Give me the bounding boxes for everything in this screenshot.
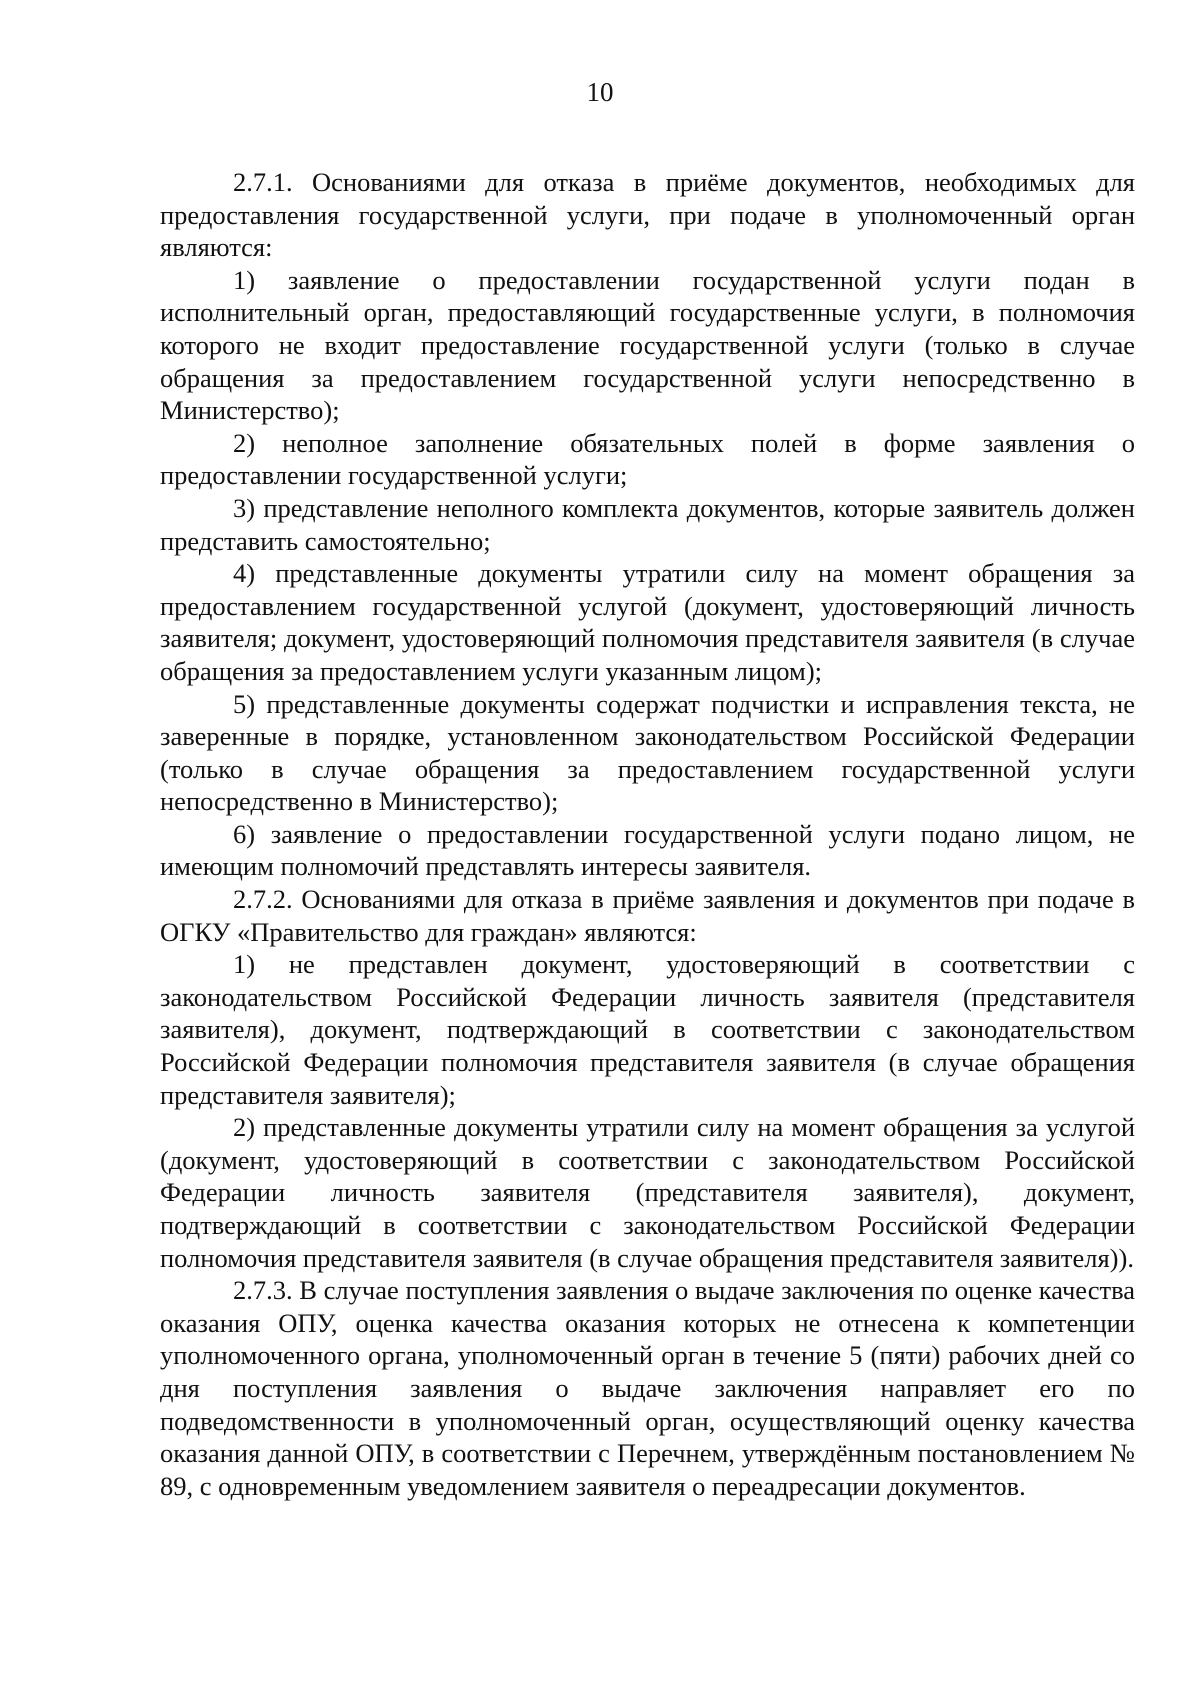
paragraph-2-7-2: 2.7.2. Основаниями для отказа в приёме заявления и документов при подаче в ОГКУ «Правительство для граждан» являются: <box>160 884 1135 947</box>
document-body <box>160 166 1135 1502</box>
list-item-2-7-1-1: 1) заявление о предоставлении государственной услуги подан в исполнительный орган, предоставляющий государственные услуги, в полномочия которого не входит предоставление государственной услуги (только в случае обращения за предоставлением государственной услуги непосредственно в Министерство); <box>160 264 1135 426</box>
list-item-2-7-2-2: 2) представленные документы утратили силу на момент обращения за услугой (документ, удостоверяющий в соответствии с законодательством Российской Федерации личность заявителя (представителя заявителя), документ, подтверждающий в соответствии с законодательством Российской Федерации полномочия представителя заявителя (в случае обращения представителя заявителя)). <box>160 1112 1135 1273</box>
page-number: 10 <box>586 77 614 107</box>
list-item-2-7-1-3: 3) представление неполного комплекта документов, которые заявитель должен представить самостоятельно; <box>160 492 1135 556</box>
list-item-2-7-2-1: 1) не представлен документ, удостоверяющий в соответствии с законодательством Российской Федерации личность заявителя (представителя заявителя), документ, подтверждающий в соответствии с законодательством Российской Федерации полномочия представителя заявителя (в случае обращения представителя заявителя); <box>160 949 1135 1110</box>
paragraph-2-7-1: 2.7.1. Основаниями для отказа в приёме документов, необходимых для предоставления государственной услуги, при подаче в уполномоченный орган являются: <box>160 167 1135 263</box>
paragraph-2-7-3: 2.7.3. В случае поступления заявления о выдаче заключения по оценке качества оказания ОПУ, оценка качества оказания которых не отнесена к компетенции уполномоченного органа, уполномоченный орган в течение 5 (пяти) рабочих дней со дня поступления заявления о выдаче заключения направляет его по подведомственности в уполномоченный орган, осуществляющий оценку качества оказания данной ОПУ, в соответствии с Перечнем, утверждённым постановлением № 89, с одновременным уведомлением заявителя о переадресации документов. <box>160 1275 1135 1501</box>
list-item-2-7-1-4: 4) представленные документы утратили силу на момент обращения за предоставлением государственной услугой (документ, удостоверяющий личность заявителя; документ, удостоверяющий полномочия представителя заявителя (в случае обращения за предоставлением услуги указанным лицом); <box>160 558 1135 686</box>
list-item-2-7-1-6: 6) заявление о предоставлении государственной услуги подано лицом, не имеющим полномочий представлять интересы заявителя. <box>160 818 1135 882</box>
list-item-2-7-1-5: 5) представленные документы содержат подчистки и исправления текста, не заверенные в порядке, установленном законодательством Российской Федерации (только в случае обращения за предоставлением государственной услуги непосредственно в Министерство); <box>160 688 1135 817</box>
list-item-2-7-1-2: 2) неполное заполнение обязательных полей в форме заявления о предоставлении государственной услуги; <box>160 427 1135 491</box>
